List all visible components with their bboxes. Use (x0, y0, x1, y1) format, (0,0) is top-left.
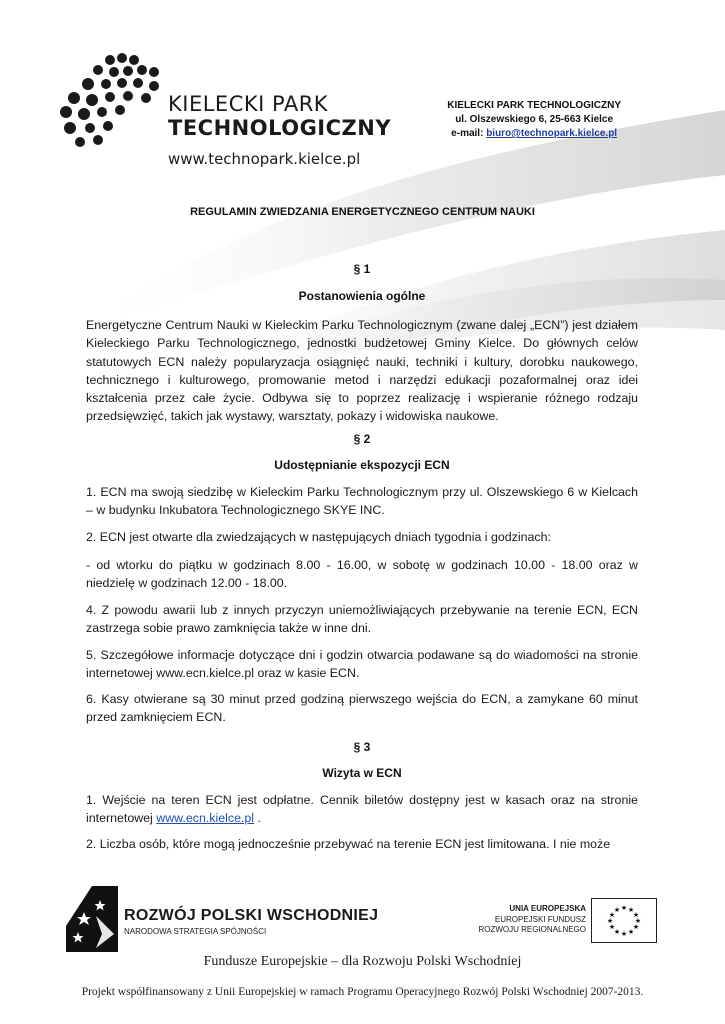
svg-text:★: ★ (627, 928, 635, 936)
section-3-number: § 3 (353, 740, 371, 754)
eu-flag-icon (591, 898, 657, 943)
section-3-p1-end: . (254, 811, 261, 826)
rpw-title: ROZWÓJ POLSKI WSCHODNIEJ (124, 907, 379, 924)
section-2-number: § 2 (353, 432, 371, 446)
svg-text:★: ★ (613, 928, 621, 936)
section-3-paragraph-2: 2. Liczba osób, które mogą jednocześnie przebywać na terenie ECN jest limitowana. I nie może (86, 837, 611, 851)
section-2-paragraph: 4. Z powodu awarii lub z innych przyczyn uniemożliwiających przebywanie na terenie ECN, ECN zastrzega sobie prawo zamknięcia także w inne dni. (86, 603, 638, 636)
contact-block (447, 99, 621, 141)
section-2-paragraph: 5. Szczegółowe informacje dotyczące dni i godzin otwarcia podawane są do wiadomości na stronie internetowej www.ecn.kielce.pl oraz w kasie ECN. (86, 648, 638, 681)
section-2-paragraph: 6. Kasy otwierane są 30 minut przed godziną pierwszego wejścia do ECN, a zamykane 60 minut przed zamknięciem ECN. (86, 692, 638, 725)
section-2-paragraph: 2. ECN jest otwarte dla zwiedzających w następujących dniach tygodnia i godzinach: (86, 530, 551, 544)
contact-email-label: e-mail: (451, 128, 484, 139)
eu-line3: ROZWOJU REGIONALNEGO (478, 925, 586, 934)
svg-text:★: ★ (620, 930, 628, 938)
footer-slogan: Fundusze Europejskie – dla Rozwoju Polski Wschodniej (203, 954, 522, 969)
svg-text:★: ★ (632, 911, 640, 919)
svg-text:★: ★ (608, 911, 616, 919)
section-1-paragraph: Energetyczne Centrum Nauki w Kieleckim Parku Technologicznym (zwane dalej „ECN”) jest działem Kieleckiego Parku Technologicznego, jednostki budżetowej Gminy Kielce. Do głównych celów statutowych ECN należy popularyzacja osiągnięć nauki, techniki i kultury, dorobku naukowego, technicznego i kulturowego, promowanie metod i narzędzi edukacji pozaformalnej oraz idei kształcenia przez całe życie. Odbywa się to poprzez realizację i wspieranie różnego rodzaju przedsięwzięć, takich jak wystawy, warsztaty, pokazy i widowiska naukowe. (86, 318, 638, 424)
svg-text:★: ★ (606, 917, 614, 925)
contact-name: KIELECKI PARK TECHNOLOGICZNY (447, 100, 621, 111)
ecn-website-link[interactable]: www.ecn.kielce.pl (156, 811, 255, 826)
logo-url: www.technopark.kielce.pl (168, 150, 361, 168)
section-3-p1-text: 1. Wejście na teren ECN jest odpłatne. Cennik biletów dostępny jest w kasach oraz na stronie internetowej (86, 793, 638, 826)
contact-address: ul. Olszewskiego 6, 25-663 Kielce (455, 114, 614, 125)
contact-email-link[interactable]: biuro@technopark.kielce.pl (486, 128, 618, 139)
technopark-logo-icon (58, 50, 168, 150)
section-2-paragraph: 1. ECN ma swoją siedzibę w Kieleckim Parku Technologicznym przy ul. Olszewskiego 6 w Kielcach – w budynku Inkubatora Technologicznego SKYE INC. (86, 485, 638, 518)
section-2-heading: Udostępnianie ekspozycji ECN (274, 458, 450, 472)
svg-text:★: ★ (627, 906, 635, 914)
rpw-subtitle: NARODOWA STRATEGIA SPÓJNOŚCI (124, 927, 267, 936)
rpw-logo-icon (66, 886, 118, 952)
svg-text:★: ★ (613, 906, 621, 914)
eu-line2: EUROPEJSKI FUNDUSZ (494, 914, 586, 924)
logo-line1: KIELECKI PARK (168, 92, 329, 116)
svg-text:★: ★ (632, 923, 640, 931)
section-3-heading: Wizyta w ECN (322, 766, 402, 780)
svg-text:★: ★ (608, 923, 616, 931)
document-title: REGULAMIN ZWIEDZANIA ENERGETYCZNEGO CENTRUM NAUKI (190, 206, 535, 218)
section-2-paragraph: - od wtorku do piątku w godzinach 8.00 - 16.00, w sobotę w godzinach 10.00 - 18.00 oraz w niedzielę w godzinach 12.00 - 18.00. (86, 558, 638, 591)
eu-fund-text (472, 904, 586, 936)
logo-line2: TECHNOLOGICZNY (168, 116, 392, 140)
section-1-number: § 1 (353, 262, 371, 276)
footer-note: Projekt współfinansowany z Unii Europejskiej w ramach Programu Operacyjnego Rozwój Polski Wschodniej 2007-2013. (81, 986, 644, 998)
section-1-heading: Postanowienia ogólne (298, 289, 426, 303)
svg-text:★: ★ (634, 917, 642, 925)
contact-email-row (447, 127, 621, 141)
eu-line1: UNIA EUROPEJSKA (509, 904, 586, 913)
section-3-paragraph-1 (86, 791, 638, 828)
svg-text:★: ★ (620, 904, 628, 912)
